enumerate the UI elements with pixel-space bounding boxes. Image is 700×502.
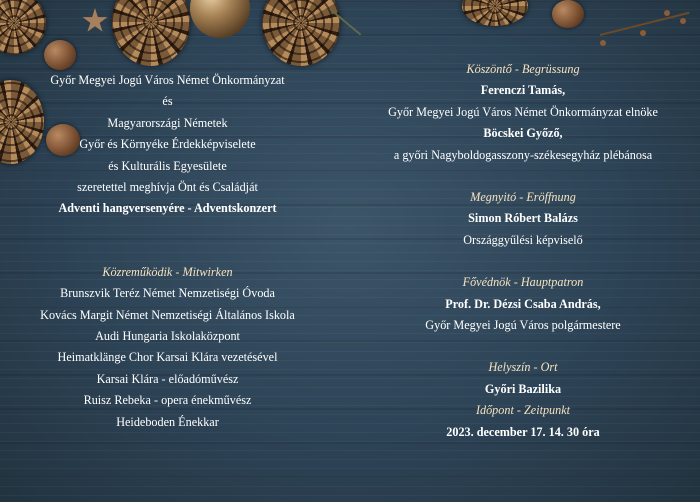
right-column [348, 59, 698, 443]
event-title: Adventi hangversenyére - Adventskonzert [58, 201, 277, 216]
hazelnut-decoration [44, 40, 76, 70]
intro-line: szeretettel meghívja Önt és Családját [77, 180, 258, 195]
pine-cone-decoration [462, 0, 528, 26]
opening-heading: Megnyitó - Eröffnung [470, 190, 576, 205]
event-time: 2023. december 17. 14. 30 óra [446, 424, 600, 439]
contributor-item: Heimatklänge Chor Karsai Klára vezetésével [57, 350, 278, 365]
contributor-item: Brunszvik Teréz Német Nemzetiségi Óvoda [60, 286, 275, 301]
spacer [348, 251, 698, 272]
spacer [348, 166, 698, 187]
contributors-heading: Közreműködik - Mitwirken [102, 264, 233, 279]
berry-decoration [640, 30, 646, 36]
venue-heading: Helyszín - Ort [488, 360, 558, 375]
contributor-item: Kovács Margit Német Nemzetiségi Általános Iskola [40, 307, 295, 322]
greeting-role: a győri Nagyboldogasszony-székesegyház plébánosa [393, 147, 653, 162]
ornament-ball-decoration [190, 0, 250, 38]
opening-person: Simon Róbert Balázs [468, 211, 578, 226]
intro-line: Győr Megyei Jogú Város Német Önkormányzat [50, 73, 285, 87]
contributor-item: Heideboden Énekkar [116, 414, 219, 429]
pine-cone-decoration [0, 0, 46, 54]
opening-role: Országgyűlési képviselő [463, 232, 583, 247]
contributor-item: Karsai Klára - előadóművész [96, 371, 239, 386]
intro-line: és [162, 94, 173, 109]
berry-decoration [664, 10, 670, 16]
berry-decoration [680, 18, 686, 24]
spacer [0, 220, 335, 262]
patron-person: Prof. Dr. Dézsi Csaba András, [445, 296, 601, 311]
hazelnut-decoration [552, 0, 584, 28]
greeting-heading: Köszöntő - Begrüssung [466, 62, 580, 76]
time-heading: Időpont - Zeitpunkt [475, 403, 571, 418]
contributor-item: Ruisz Rebeka - opera énekművész [83, 393, 252, 408]
berry-decoration [600, 40, 606, 46]
greeting-role: Győr Megyei Jogú Város Német Önkormányzat elnöke [388, 104, 658, 119]
pine-cone-decoration [262, 0, 340, 66]
patron-role: Győr Megyei Jogú Város polgármestere [425, 318, 621, 333]
venue-name: Győri Bazilika [484, 381, 562, 396]
greeting-person: Böcskei Győző, [483, 126, 563, 141]
star-anise-decoration [82, 8, 108, 34]
spacer [348, 336, 698, 357]
intro-line: Győr és Környéke Érdekképviselete [79, 137, 256, 152]
intro-line: Magyarországi Németek [107, 115, 228, 130]
contributor-item: Audi Hungaria Iskolaközpont [95, 329, 240, 344]
left-column [0, 70, 335, 433]
greeting-person: Ferenczi Tamás, [480, 83, 566, 98]
intro-line: és Kulturális Egyesülete [108, 158, 227, 173]
pine-cone-decoration [112, 0, 190, 66]
patron-heading: Fővédnök - Hauptpatron [462, 275, 584, 290]
